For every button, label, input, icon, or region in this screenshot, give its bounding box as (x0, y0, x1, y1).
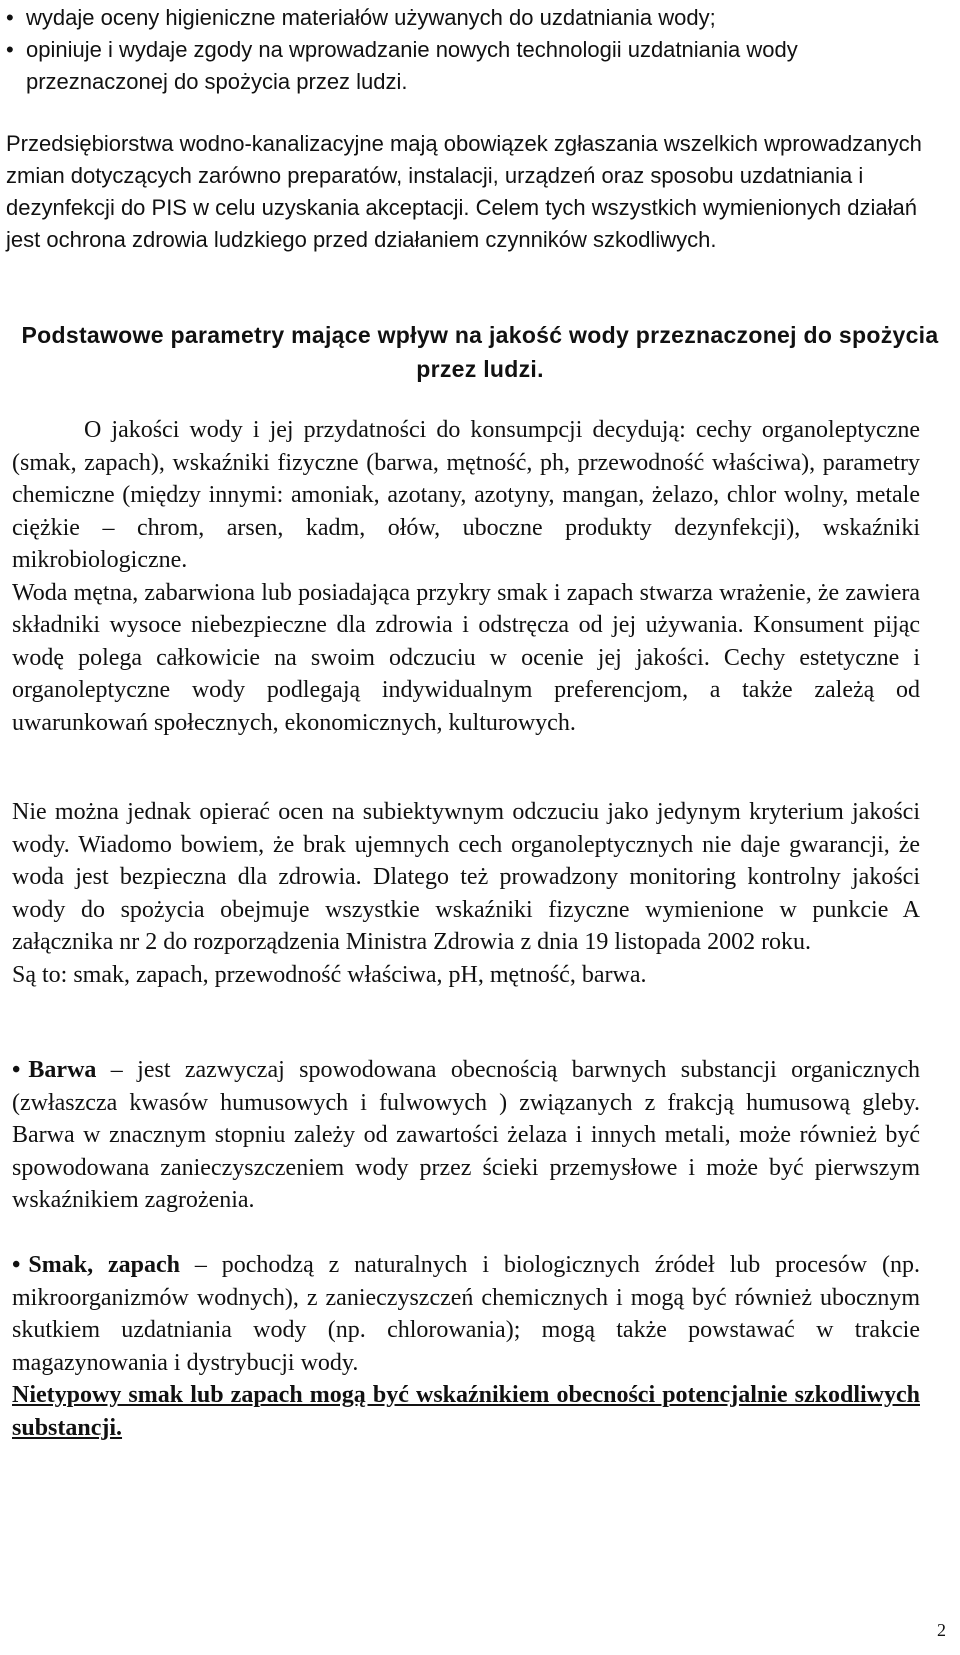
section-heading: Podstawowe parametry mające wpływ na jakość wody przeznaczonej do spożycia przez ludzi. (21, 322, 939, 382)
bullet-dot-icon: • (12, 1252, 21, 1278)
bullet-taste-term: Smak, zapach (28, 1252, 180, 1278)
paragraph-turbid-text: Woda mętna, zabarwiona lub posiadająca przykry smak i zapach stwarza wrażenie, że zawiera składniki wysoce niebezpieczne dla zdrowia i odstręcza od jej używania. Konsument pijąc wodę polega całkowicie na swoim odczuciu w ocenie jej jakości. Cechy estetyczne i organoleptyczne wody podlegają indywidualnym preferencjom, a także zależą od uwarunkowań społecznych, ekonomicznych, kulturowych. (12, 579, 920, 736)
paragraph-subjective (12, 796, 920, 991)
warning-paragraph (12, 1379, 920, 1444)
bullet-dot-icon: • (12, 1057, 21, 1083)
paragraph-enterprises: Przedsiębiorstwa wodno-kanalizacyjne mają obowiązek zgłaszania wszelkich wprowadzanych zmian dotyczących zarówno preparatów, instalacji, urządzeń oraz sposobu uzdatniania i dezynfekcji do PIS w celu uzyskania akceptacji. Celem tych wszystkich wymienionych działań jest ochrona zdrowia ludzkiego przed działaniem czynników szkodliwych. (6, 131, 922, 252)
paragraph-these-text: Są to: smak, zapach, przewodność właściwa, pH, mętność, barwa. (12, 961, 647, 988)
bullet-color (12, 1054, 920, 1217)
paragraph-quality (12, 414, 920, 739)
bullet-taste (12, 1249, 920, 1379)
paragraph-quality-text: O jakości wody i jej przydatności do konsumpcji decydują: cechy organoleptyczne (smak, zapach), wskaźniki fizyczne (barwa, mętność, ph, przewodność właściwa), parametry chemiczne (między innymi: amoniak, azotany, azotyny, mangan, żelazo, chlor wolny, metale ciężkie – chrom, arsen, kadm, ołów, uboczne produkty dezynfekcji), wskaźniki mikrobiologiczne. (12, 417, 920, 573)
page-number: 2 (937, 1620, 946, 1640)
warning-text: Nietypowy smak lub zapach mogą być wskaźnikiem obecności potencjalnie szkodliwych substancji. (12, 1382, 920, 1441)
paragraph-subjective-text: Nie można jednak opierać ocen na subiektywnym odczuciu jako jedynym kryterium jakości wody. Wiadomo bowiem, że brak ujemnych cech organoleptycznych nie daje gwarancji, że woda jest bezpieczna dla zdrowia. Dlatego też prowadzony monitoring kontrolny jakości wody do spożycia obejmuje wszystkie wskaźniki fizyczne wymienione w punkcie A załącznika nr 2 do rozporządzenia Ministra Zdrowia z dnia 19 listopada 2002 roku. (12, 799, 920, 955)
bullet-color-term: Barwa (28, 1057, 97, 1083)
intro-bullet-list (6, 2, 926, 98)
intro-bullet-2: • opiniuje i wydaje zgody na wprowadzanie nowych technologii uzdatniania wody przeznaczonej do spożycia przez ludzi. (6, 34, 926, 98)
bullet-color-text: – jest zazwyczaj spowodowana obecnością barwnych substancji organicznych (zwłaszcza kwasów humusowych i fulwowych ) związanych z frakcją humusową gleby. Barwa w znacznym stopniu zależy od zawartości żelaza i innych metali, może również być spowodowana zanieczyszczeniem wody przez ścieki przemysłowe i może być pierwszym wskaźnikiem zagrożenia. (12, 1057, 920, 1213)
intro-bullet-1: • wydaje oceny higieniczne materiałów używanych do uzdatniania wody; (6, 2, 926, 34)
bullet-taste-text: – pochodzą z naturalnych i biologicznych źródeł lub procesów (np. mikroorganizmów wodnych), z zanieczyszczeń chemicznych i mogą być również ubocznym skutkiem uzdatniania wody (np. chlorowania); mogą także powstawać w trakcie magazynowania i dystrybucji wody. (12, 1252, 920, 1376)
